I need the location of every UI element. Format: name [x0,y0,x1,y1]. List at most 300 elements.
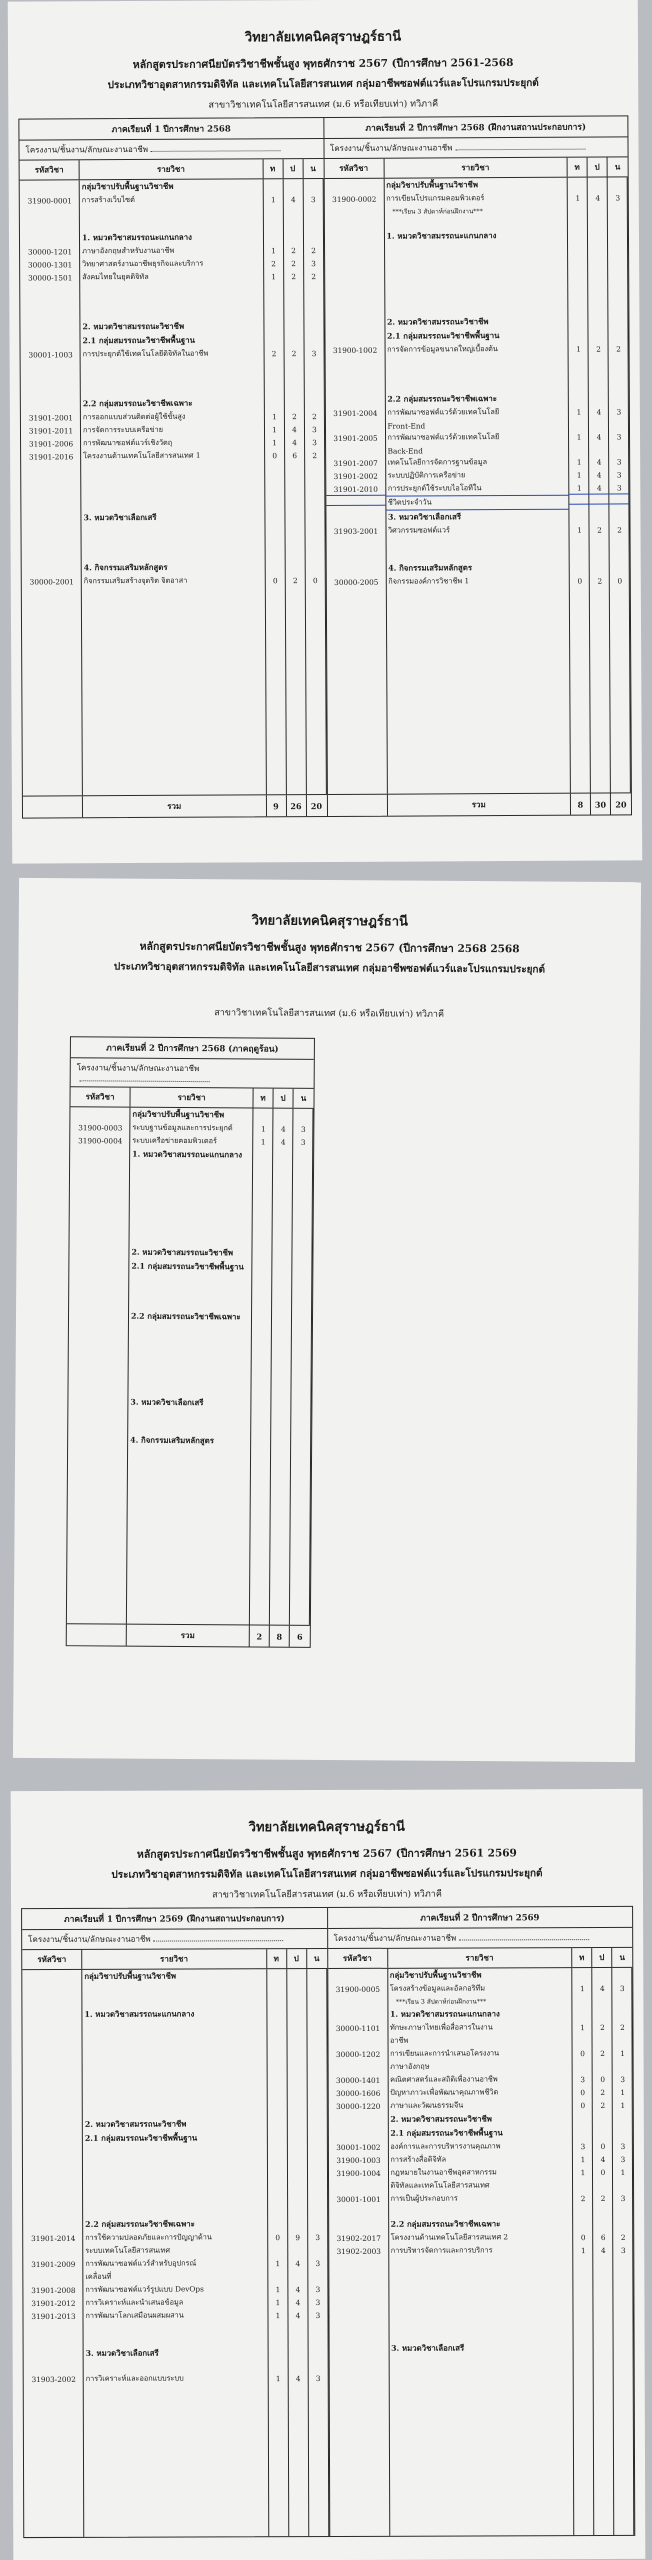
course-code [21,517,81,519]
credits [614,2347,634,2349]
credits: 1 [620,2087,626,2097]
theory-hours [573,2040,593,2042]
practice-hours [588,335,608,337]
credits [304,288,324,290]
table-row [329,2179,634,2193]
course-name: การพัฒนาซอฟต์แวร์ด้วยเทคโนโลยี [387,407,500,417]
course-code: 30000-1301 [27,260,73,270]
course-code [325,309,385,311]
theory-hours [265,516,285,518]
course-row [329,2244,634,2258]
credits [307,2150,327,2152]
theory-hours: 0 [580,2233,586,2243]
table-row [22,2021,327,2034]
credits [613,2184,633,2186]
theory-hours: 2 [271,349,277,359]
practice-hours [594,2334,614,2336]
course-code [326,543,386,545]
course-code [23,2199,83,2201]
practice-hours [287,2026,307,2028]
practice-hours [592,1974,612,1976]
course-name: กลุ่มวิชาปรับพื้นฐานวิชาชีพ [389,1970,482,1980]
course-name: การเป็นผู้ประกอบการ [390,2193,458,2203]
credits: 1 [620,2048,625,2058]
semester-left [19,118,326,818]
credits [613,2298,633,2300]
semester-table [66,1036,315,1648]
practice-hours [285,516,305,518]
course-name: การสร้างสื่อดิจิทัล [390,2154,447,2164]
credits [307,2013,327,2015]
course-name: เทคโนโลยีการจัดการฐานข้อมูล [387,457,488,467]
theory-hours [574,2334,594,2336]
theory-hours [251,1402,271,1404]
course-name [83,2198,268,2201]
course-name [385,373,569,376]
practice-hours [593,2132,613,2134]
practice-hours: 4 [280,1137,286,1147]
theory-hours [252,1377,272,1379]
credits [608,320,628,322]
course-row [23,2309,328,2323]
practice-hours: 2 [292,412,297,422]
credits: 2 [311,272,317,282]
course-name: Front-End [387,420,426,431]
course-name [129,1303,252,1306]
course-code: 30001-1001 [336,2194,381,2204]
course-name [82,1988,267,1991]
course-name: 2.2 กลุ่มสมรรถนะวิชาชีพเฉพาะ [390,2219,501,2229]
column-header: รหัสวิชา รายวิชา ท ป น [70,1087,313,1109]
course-code [24,2340,84,2342]
credits [307,2110,327,2112]
course-code [70,1166,130,1168]
course-code [70,1238,130,1240]
course-name [384,222,568,225]
theory-hours: 1 [260,1124,266,1134]
theory-hours [265,566,285,568]
course-code [20,186,80,188]
course-code [329,2299,389,2301]
practice-hours [285,541,305,543]
course-code [23,2224,83,2226]
table-row [328,1995,633,2008]
course-code [325,285,385,287]
course-code [329,2323,389,2325]
course-code: 31900-0005 [335,1984,380,1994]
credits [610,541,630,543]
course-name: ภาษาและวัฒนธรรมจีน [390,2100,464,2110]
credits [610,553,630,555]
theory-hours [572,1974,592,1976]
credits: 2 [617,525,622,535]
credits [291,1403,311,1405]
practice-hours: 4 [290,195,296,205]
course-name: การเขียนโปรแกรมคอมพิวเตอร์ [386,193,485,203]
course-code [326,450,386,452]
credits: 3 [616,457,622,467]
credits: 3 [315,2259,321,2269]
credits: 1 [620,2167,626,2177]
practice-hours [285,566,305,568]
theory-hours [570,567,590,569]
course-row [23,2283,328,2297]
theory-hours [568,284,588,286]
practice-hours [284,288,304,290]
section-heading-row [329,2217,634,2232]
practice-hours [287,2162,307,2164]
credits [304,377,324,379]
table-row [23,2244,328,2258]
credits: 3 [315,2374,321,2384]
credits [609,397,629,399]
theory-hours [574,2322,594,2324]
course-code [329,2224,389,2226]
credits [304,300,324,302]
course-code [329,2185,389,2187]
theory-hours [264,402,284,404]
credits [305,541,325,543]
practice-hours [272,1378,292,1380]
credits [307,2137,327,2139]
course-code [324,236,384,238]
practice-hours [593,2040,613,2042]
credits: 3 [315,2233,321,2243]
course-code: 30000-1201 [27,247,73,257]
practice-hours [284,402,304,404]
course-row [328,2086,633,2100]
course-code [326,555,386,557]
table-row [329,2329,634,2342]
course-code [20,313,80,315]
practice-hours [588,248,608,250]
course-name: ระบบเทคโนโลยีสารสนเทศ [85,2245,170,2255]
practice-hours: 4 [600,2155,606,2165]
credits [307,2098,327,2100]
course-code [328,2133,388,2135]
table-row [23,2181,328,2194]
course-code: 31900-1004 [336,2168,381,2178]
table-row [23,2069,328,2082]
course-code [325,386,385,388]
theory-hours [267,1975,287,1977]
course-name: 2.1 กลุ่มสมรรถนะวิชาชีพพื้นฐาน [84,2133,198,2143]
course-code [329,2348,389,2350]
theory-hours: 1 [576,470,582,480]
course-name: ชีวิตประจำวัน [386,496,570,511]
course-code: 30000-1202 [335,2049,381,2059]
table-row [23,2105,328,2118]
theory-hours [268,2186,288,2188]
practice-hours: 2 [291,349,297,359]
credits [308,2276,328,2278]
course-code: 31901-2009 [31,2259,76,2270]
column-header: รหัสวิชา รายวิชา ท ป น [324,157,628,179]
course-name [80,300,264,303]
theory-hours: 1 [275,2311,281,2321]
course-code [70,1190,130,1192]
course-code: 31900-0002 [332,194,377,204]
credits [305,479,325,481]
practice-hours: 2 [600,2101,606,2111]
course-code [325,374,385,376]
section-heading-row [24,2346,329,2361]
semester-title: ภาคเรียนที่ 2 ปีการศึกษา 2568 (ฝึกงานสถานประกอบการ) [324,116,628,139]
course-code [324,211,384,213]
theory-hours [265,503,285,505]
section-heading-row [328,2112,633,2127]
course-code [328,2014,388,2016]
course-name [82,553,266,556]
theory-hours [253,1239,273,1241]
credits [608,234,628,236]
course-name: กลุ่มวิชาปรับพื้นฐานวิชาชีพ [132,1109,225,1120]
credits [308,2339,328,2341]
course-name [83,2050,268,2053]
practice-hours [287,2137,307,2139]
practice-hours: 4 [295,2298,301,2308]
practice-hours [273,1180,293,1182]
practice-hours [287,2086,307,2088]
section-heading-row [68,1433,311,1449]
course-name [385,308,569,311]
credits [308,2186,328,2188]
practice-hours [283,236,303,238]
course-rows [68,1107,313,1449]
practice-hours: 4 [596,470,602,480]
credits: 2 [312,412,317,422]
practice-hours [287,2013,307,2015]
table-row [23,2205,328,2218]
course-name: 3. หมวดวิชาเลือกเสรี [83,512,157,523]
credits [613,2286,633,2288]
theory-hours: 1 [580,2155,586,2165]
field-title: ประเภทวิชาอุตสาหกรรมดิจิทัล และเทคโนโลยีสารสนเทศ กลุ่มอาชีพซอฟต์แวร์และโปรแกรมประยุกต์ [111,1868,543,1881]
credits [293,1180,313,1182]
course-name: การบริหารจัดการและการบริการ [390,2245,493,2255]
credits [292,1354,312,1356]
column-header: รหัสวิชา รายวิชา ท ป น [22,1949,327,1970]
course-rows [20,179,326,589]
course-code [328,2119,388,2121]
course-code [22,554,82,556]
course-rows [22,1969,328,2386]
course-name: ดิจิทัลและเทคโนโลยีสารสนเทศ [390,2180,490,2190]
credits: 3 [315,2285,321,2295]
course-name: คณิตศาสตร์และสถิติเพื่องานอาชีพ [390,2074,498,2084]
table-row [23,2033,328,2046]
credits: 2 [312,451,317,461]
credits [614,2322,634,2324]
credits [303,185,323,187]
practice-hours [272,1317,292,1319]
theory-hours [263,236,283,238]
practice-hours [288,2223,308,2225]
theory-hours [570,542,590,544]
practice-hours [283,211,303,213]
semester-title: ภาคเรียนที่ 2 ปีการศึกษา 2568 (ภาคฤดูร้อน) [71,1037,314,1060]
theory-hours [267,2150,287,2152]
major-title: สาขาวิชาเทคโนโลยีสารสนเทศ (ม.6 หรือเทียบเท่า) ทวิภาคี [208,99,439,111]
theory-hours [264,339,284,341]
theory-hours [265,479,285,481]
table-row [23,2057,328,2070]
credits [305,503,325,505]
curriculum-page-3 [11,1789,646,2560]
course-code: 31902-2017 [336,2233,381,2243]
practice-hours: 0 [600,2168,606,2178]
credits [304,325,324,327]
course-code [324,223,384,225]
course-name: 2.2 กลุ่มสมรรถนะวิชาชีพเฉพาะ [85,2219,195,2229]
theory-hours [265,467,285,469]
course-name: 2. หมวดวิชาสมรรถนะวิชาชีพ [82,321,185,332]
course-row [22,574,326,589]
course-code [70,1214,130,1216]
practice-hours [588,284,608,286]
credits [307,2162,327,2164]
theory-hours [573,2262,593,2264]
course-name: องค์การและการบริหารงานคุณภาพ [390,2141,501,2151]
table-row [329,2317,634,2330]
table-row [23,2081,328,2094]
credits [293,1216,313,1218]
course-name: Back-End [387,445,423,456]
practice-hours [272,1292,292,1294]
theory-hours [267,2110,287,2112]
theory-hours [253,1215,273,1217]
course-name: อาชีพ [390,2035,409,2045]
credits: 0 [312,576,318,586]
credits [308,2250,328,2252]
course-code [23,2138,83,2140]
course-name: การวิเคราะห์และออกแบบระบบ [85,2373,184,2383]
table-row [23,2093,328,2106]
theory-hours [253,1203,273,1205]
practice-hours [590,567,610,569]
course-code [21,504,81,506]
college-name: วิทยาลัยเทคนิคสุราษฎร์ธานี [244,29,402,46]
course-code [326,502,386,505]
course-code [69,1265,129,1267]
practice-hours: 2 [291,246,296,256]
credits [609,423,629,425]
course-code: 31900-0001 [27,196,72,206]
practice-hours: 2 [600,2088,606,2098]
course-code [325,336,385,338]
theory-hours [268,2352,288,2354]
credits: 3 [615,193,621,203]
theory-hours [569,385,589,387]
theory-hours: 1 [275,2374,281,2384]
theory-hours [263,211,283,213]
theory-hours [570,554,590,556]
credits [293,1155,313,1157]
section-heading-row [23,2117,328,2132]
course-code: 30000-1401 [336,2075,381,2085]
theory-hours [573,2310,593,2312]
credits [307,2123,327,2125]
credits [608,247,628,249]
credits [614,2334,634,2336]
theory-hours: 0 [272,451,277,461]
credits [307,2086,327,2088]
theory-hours [569,449,589,451]
course-row [328,2047,633,2061]
course-name: 2.1 กลุ่มสมรรถนะวิชาชีพพื้นฐาน [131,1261,244,1272]
course-name: ระบบปฏิบัติการเครือข่าย [387,470,466,480]
theory-hours: 1 [275,2285,281,2295]
column-header: รหัสวิชา รายวิชา ท ป น [328,1948,633,1969]
table-row [24,2322,329,2335]
theory-hours [268,2198,288,2200]
course-rows [324,177,630,589]
theory-hours: 0 [580,2088,586,2098]
credits [291,1416,311,1418]
course-row [328,2021,633,2035]
course-code [20,289,80,291]
theory-hours [267,2123,287,2125]
theory-hours: 1 [270,195,276,205]
theory-hours [263,185,283,187]
theory-hours [253,1227,273,1229]
course-name: โครงสร้างข้อมูลและอัลกอริทึม [389,1983,486,1993]
theory-hours: 1 [275,2298,281,2308]
course-name [385,284,569,287]
course-code [68,1439,128,1441]
course-name [129,1329,252,1332]
course-name: การวิเคราะห์และนำเสนอข้อมูล [85,2297,184,2307]
page-header [11,1789,643,1902]
course-name: กลุ่มวิชาปรับพื้นฐานวิชาชีพ [386,180,478,190]
course-name [82,2000,267,2003]
practice-hours [590,542,610,544]
credits: 3 [300,1137,306,1147]
course-name: กฎหมายในงานอาชีพอุตสาหกรรม [390,2167,497,2177]
practice-hours [287,1975,307,1977]
theory-hours [264,365,284,367]
course-code [23,2124,83,2126]
table-row [329,2281,634,2294]
course-name [81,491,265,494]
practice-hours: 4 [589,483,609,495]
practice-hours [271,1416,291,1418]
college-name: วิทยาลัยเทคนิคสุราษฎร์ธานี [251,913,408,930]
section-heading-row [23,2131,328,2146]
course-code: 31901-2005 [333,433,378,443]
credits [291,1428,311,1430]
theory-hours [267,2162,287,2164]
course-name [385,296,569,299]
course-name [129,1377,252,1380]
theory-hours [268,2327,288,2329]
credits: 3 [620,2154,626,2164]
theory-hours [568,248,588,250]
course-name [130,1191,253,1194]
section-heading-row [23,2217,328,2232]
theory-hours [267,1988,287,1990]
practice-hours [284,325,304,327]
practice-hours [272,1342,292,1344]
course-code [325,261,385,263]
course-name: 2.2 กลุ่มสมรรถนะวิชาชีพเฉพาะ [130,1311,241,1322]
theory-hours: 1 [580,2023,585,2033]
course-code: 30000-2005 [334,577,379,587]
course-code: 31900-0004 [78,1136,123,1146]
practice-hours [273,1216,293,1218]
credits [613,2274,633,2276]
theory-hours [267,2074,287,2076]
